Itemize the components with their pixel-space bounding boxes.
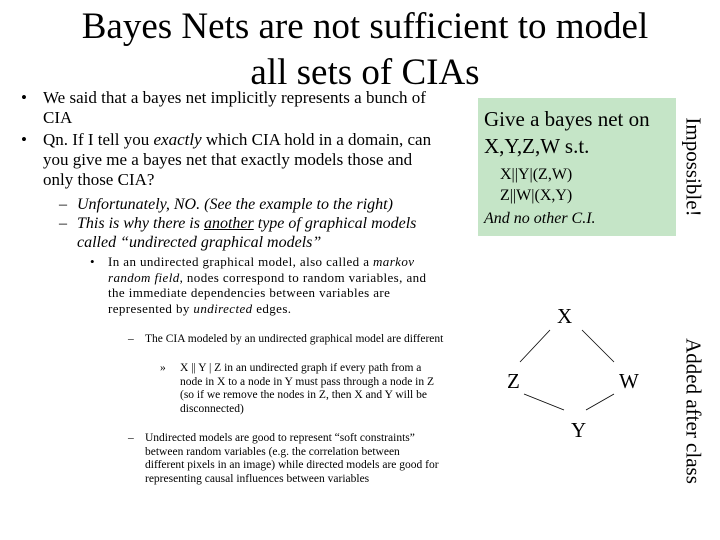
bullet-marker: • — [21, 88, 27, 107]
box-line2: X,Y,Z,W s.t. — [484, 134, 590, 158]
question-box — [478, 98, 676, 236]
node-y: Y — [571, 418, 587, 442]
added-after-class-label: Added after class — [681, 338, 706, 484]
bullet-bayes-net-represents — [21, 88, 443, 128]
bullet-undirected-model: • In an undirected graphical model, also called a markov random field, nodes correspond to random variables, and the immediate dependencies between variables are represented by undirected edges. — [90, 254, 427, 316]
item-soft-constraints: – Undirected models are good to represent “soft constraints” between random variables (e.g. the correlation between different pixels in an image) while directed models are good for representing causal influences between variables — [128, 432, 439, 485]
sub-bullet-another-type: – This is why there is another type of graphical models called “undirected graphical models” — [59, 215, 417, 251]
dash-marker: – — [59, 196, 67, 213]
dash-marker: – — [128, 333, 134, 345]
node-w: W — [619, 369, 639, 393]
item-cia-definition: » X || Y | Z in an undirected graph if every path from a node in X to a node in Y must pass through a node in Z (so if we remove the nodes in Z, then X and Y will be disconnected) — [160, 362, 435, 415]
emphasis-exactly: exactly — [153, 130, 202, 149]
box-line1: Give a bayes net on — [484, 107, 650, 131]
bullet-marker: • — [21, 130, 27, 149]
chevron-marker: » — [160, 362, 166, 374]
node-x: X — [557, 304, 573, 328]
edge-z-y — [524, 394, 564, 410]
impossible-label: Impossible! — [681, 117, 706, 217]
edge-x-z — [520, 330, 550, 362]
dash-marker: – — [128, 432, 134, 444]
item-cia-different: – The CIA modeled by an undirected graphical model are different — [128, 333, 444, 345]
node-z: Z — [507, 369, 520, 393]
page-title: Bayes Nets are not sufficient to model all sets of CIAs — [81, 6, 649, 93]
edge-w-y — [586, 394, 614, 410]
sub-bullet-unfortunately: – Unfortunately, NO. (See the example to the right) — [59, 196, 393, 213]
condition-1: X||Y|(Z,W) — [500, 166, 573, 183]
bullet-marker: • — [90, 254, 95, 269]
edge-x-w — [582, 330, 614, 362]
condition-2: Z||W|(X,Y) — [500, 187, 573, 204]
bullet-question: • Qn. If I tell you exactly which CIA hold in a domain, can you give me a bayes net that exactly models those and only those CIA? — [21, 130, 432, 189]
dash-marker: – — [59, 215, 67, 232]
underlined-another: another — [203, 215, 254, 232]
condition-3: And no other C.I. — [484, 210, 596, 227]
bullet-text: We said that a bayes net implicitly represents a bunch of CIA — [43, 88, 426, 127]
